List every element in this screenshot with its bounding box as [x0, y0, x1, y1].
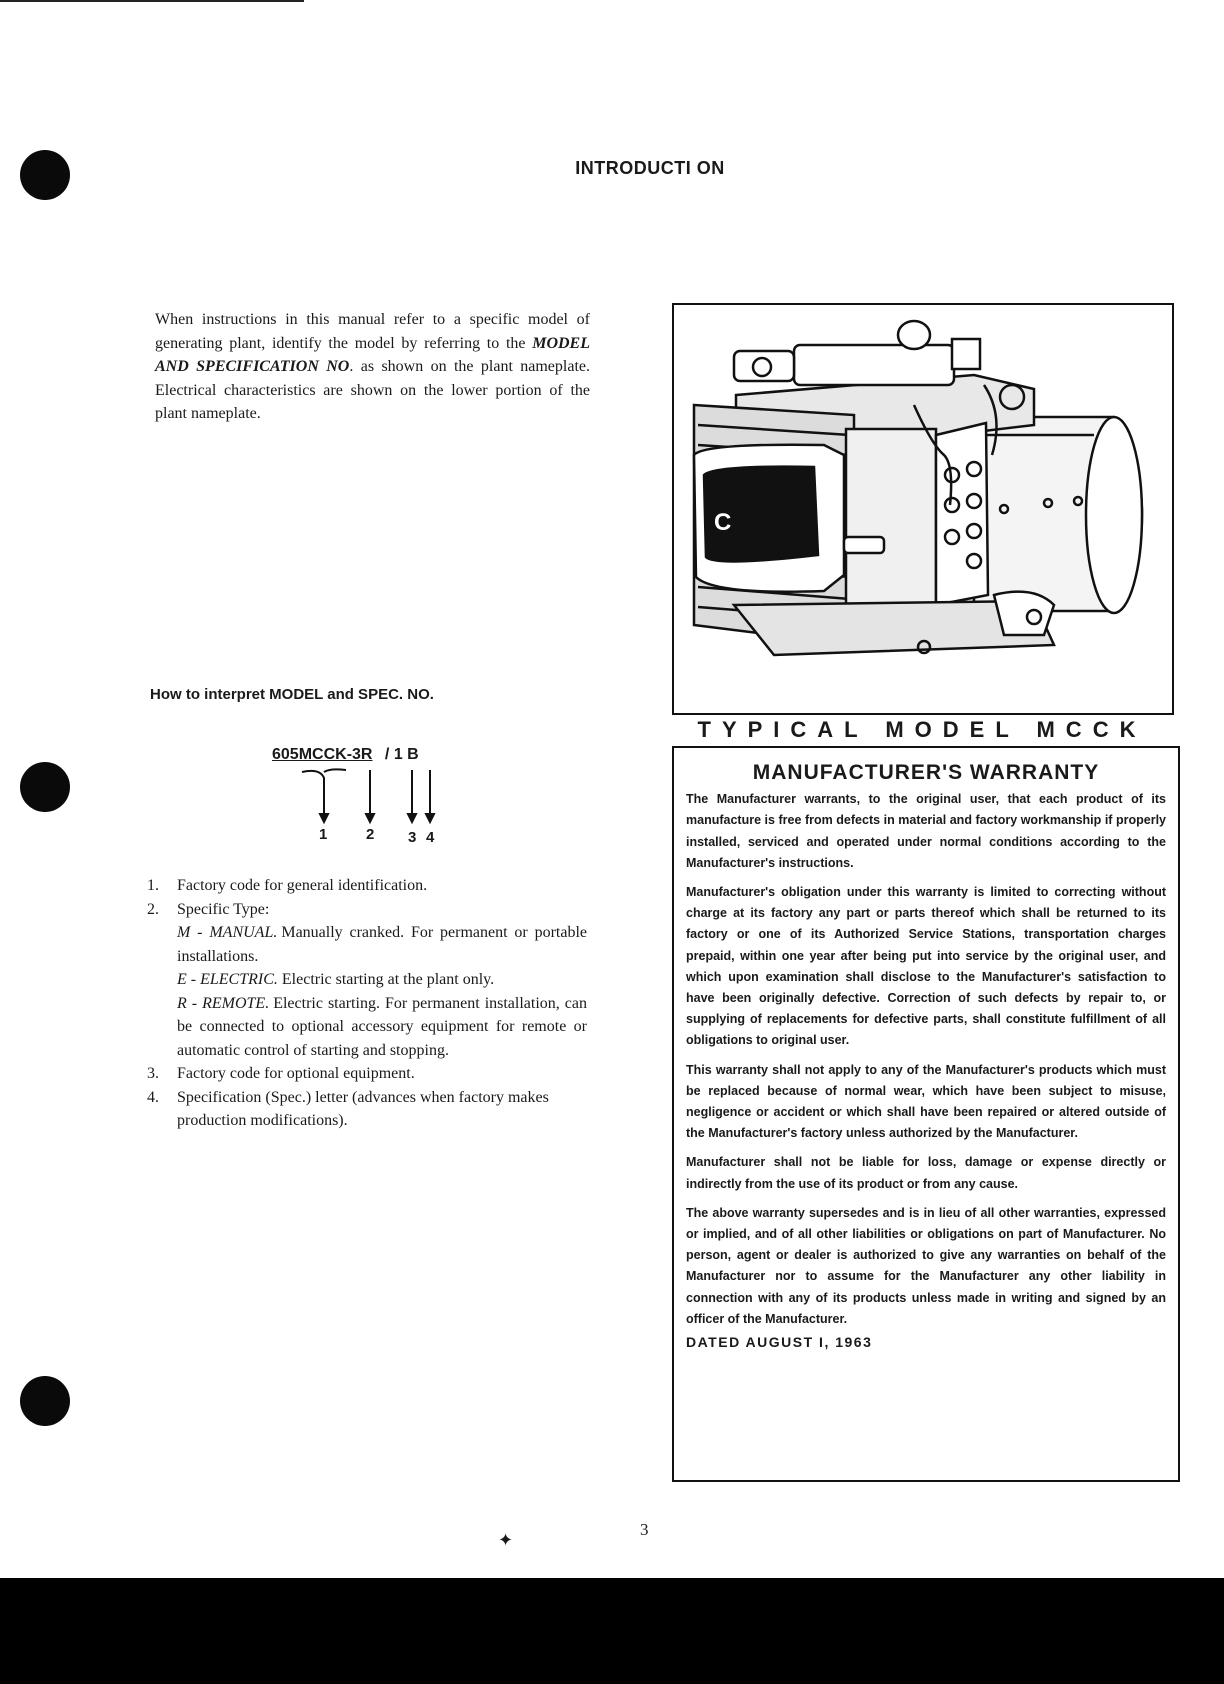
- warranty-paragraph: Manufacturer shall not be liable for loss, damage or expense directly or indirectly from the use of its product or from any cause.: [686, 1155, 1166, 1191]
- intro-paragraph: When instructions in this manual refer to a specific model of generating plant, identify the model by referring to the MODEL AND SPECIFICATION NO. as shown on the plant nameplate. Electrical characteristics are shown on the lower portion of the plant nameplate.: [155, 311, 590, 422]
- top-edge-line: [0, 0, 304, 2]
- model-code: [272, 746, 419, 764]
- scan-mark: ✦: [498, 1530, 514, 1550]
- warranty-title: MANUFACTURER'S WARRANTY: [752, 761, 1100, 784]
- page-title: INTRODUCTI ON: [575, 158, 725, 178]
- howto-heading: How to interpret MODEL and SPEC. NO.: [150, 686, 434, 703]
- spec-list: [147, 874, 587, 1133]
- list-item: 4. Specification (Spec.) letter (advances when factory makes production modifications).: [147, 1088, 549, 1129]
- warranty-paragraph: Manufacturer's obligation under this warranty is limited to correcting without charge at its factory any part or parts thereof which shall be returned to its factory or one of its Authorized Service Stations, transportation charges prepaid, within one year after being put into service by the original user, and which upon examination shall disclose to the Manufacturer's satisfaction to have been originally defective. Correction of such defects by repair to, or supplying of replacements for defective parts, shall constitute fulfillment of all obligations to original user.: [686, 885, 1166, 1048]
- list-item: 2. Specific Type: M - MANUAL. Manually cranked. For permanent or portable installations. E - ELECTRIC. Electric starting at the plant only. R - REMOTE. Electric starting. For permanent installation, can be connected to optional accessory equipment for remote or automatic control of starting and stopping.: [147, 898, 587, 1063]
- model-spec-emphasis: MODEL AND SPECIFICATION NO: [155, 334, 590, 375]
- generator-photo: [672, 303, 1174, 715]
- type-remote: R - REMOTE. Electric starting. For permanent installation, can be connected to optional accessory equipment for remote or automatic control of starting and stopping.: [177, 994, 587, 1059]
- punch-hole-top: [20, 150, 70, 200]
- list-item: 3. Factory code for optional equipment.: [147, 1065, 415, 1082]
- warranty-date: DATED AUGUST I, 1963: [686, 1334, 873, 1351]
- list-item: 1. Factory code for general identification.: [147, 877, 428, 894]
- type-manual: M - MANUAL. Manually cranked. For permanent or portable installations.: [177, 924, 588, 965]
- code-number-3: 3: [408, 829, 417, 846]
- model-code-diagram: [300, 768, 460, 826]
- type-electric: E - ELECTRIC. Electric starting at the plant only.: [177, 971, 495, 988]
- code-number-4: 4: [426, 829, 435, 846]
- model-code-base: 605MCCK-3R: [272, 746, 373, 763]
- page-number: 3: [640, 1520, 649, 1539]
- photo-caption: TYPICAL MODEL MCCK: [697, 717, 1147, 742]
- warranty-paragraph: The Manufacturer warrants, to the original user, that each product of its manufacture is free from defects in material and factory workmanship if properly installed, serviced and operated under normal conditions according to the Manufacturer's instructions.: [686, 792, 1166, 870]
- generator-illustration: [674, 305, 1172, 713]
- punch-hole-bottom: [20, 1376, 70, 1426]
- warranty-paragraph: This warranty shall not apply to any of the Manufacturer's products which must be replaced because of normal wear, which have been subject to misuse, negligence or accident or which shall have been repaired or altered outside of the Manufacturer's factory unless authorized by the Manufacturer.: [686, 1062, 1166, 1141]
- model-code-suffix: / 1 B: [384, 746, 419, 763]
- warranty-box: [672, 746, 1180, 1482]
- punch-hole-middle: [20, 762, 70, 812]
- svg-text:C: C: [714, 509, 732, 536]
- code-number-1: 1: [319, 826, 328, 843]
- code-number-2: 2: [366, 826, 375, 843]
- scan-border-bottom: [0, 1578, 1224, 1684]
- warranty-paragraph: The above warranty supersedes and is in lieu of all other warranties, expressed or implied, and of all other liabilities or obligations on part of Manufacturer. No person, agent or dealer is authorized to give any warranties on behalf of the Manufacturer nor to assume for the Manufacturer any other liability in connection with any of its products unless made in writing and signed by an officer of the Manufacturer.: [686, 1205, 1166, 1326]
